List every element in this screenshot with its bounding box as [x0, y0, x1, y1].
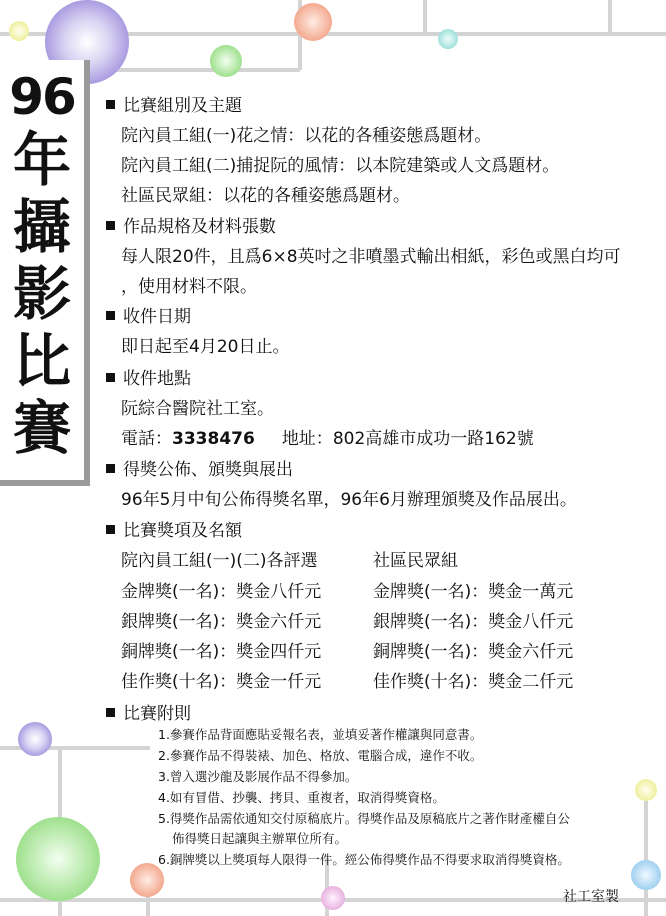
award-row: 金牌獎(一名)：獎金一萬元: [373, 582, 574, 602]
vertical-title: [0, 60, 90, 486]
section-heading-announce: 得獎公佈、頒獎與展出: [106, 455, 293, 480]
date-line: 即日起至4月20日止。: [121, 337, 290, 357]
title-char: 賽: [12, 394, 71, 462]
rule-item: 5.得獎作品需依通知交付原稿底片。得獎作品及原稿底片之著作財產權自公: [158, 811, 570, 826]
square-bullet-icon: [106, 311, 115, 320]
square-bullet-icon: [106, 221, 115, 230]
square-bullet-icon: [106, 464, 115, 473]
spec-line: 每人限20件，且爲6×8英吋之非噴墨式輸出相紙，彩色或黑白均可: [121, 247, 621, 267]
section-heading-category: 比賽組別及主題: [106, 91, 242, 116]
award-row: 銅牌獎(一名)：獎金六仟元: [373, 642, 574, 662]
award-row: 銀牌獎(一名)：獎金八仟元: [373, 612, 574, 632]
announce-line: 96年5月中旬公佈得獎名單，96年6月辦理頒獎及作品展出。: [121, 490, 577, 510]
section-heading-place: 收件地點: [106, 364, 191, 389]
rule-item: 4.如有冒借、抄襲、拷貝、重複者，取消得獎資格。: [158, 790, 445, 805]
title-char: 影: [12, 260, 71, 328]
awards-col2-header: 社區民眾組: [373, 551, 458, 571]
spec-line: ，使用材料不限。: [121, 277, 257, 297]
section-heading-spec: 作品規格及材料張數: [106, 212, 276, 237]
title-char: 比: [12, 327, 71, 395]
title-char: 年: [12, 126, 71, 194]
section-heading-rules: 比賽附則: [106, 699, 191, 724]
category-line: 社區民眾組：以花的各種姿態爲題材。: [121, 186, 410, 206]
phone-number: 3338476: [172, 429, 255, 449]
award-row: 金牌獎(一名)：獎金八仟元: [121, 582, 322, 602]
rule-item: 2.參賽作品不得裝裱、加色、格放、電腦合成，違作不收。: [158, 748, 483, 763]
category-line: 院內員工組(二)捕捉阮的風情：以本院建築或人文爲題材。: [121, 156, 560, 176]
phone-label: 電話：: [121, 429, 172, 449]
award-row: 銀牌獎(一名)：獎金六仟元: [121, 612, 322, 632]
footer-credit: 社工室製: [563, 889, 619, 905]
award-row: 佳作獎(十名)：獎金二仟元: [373, 672, 574, 692]
title-year: 96: [9, 68, 75, 126]
rule-item-continued: 佈得獎日起讓與主辦單位所有。: [172, 831, 348, 846]
rule-item: 1.參賽作品背面應貼妥報名表，並填妥著作權讓與同意書。: [158, 727, 483, 742]
square-bullet-icon: [106, 100, 115, 109]
title-char: 攝: [12, 193, 71, 261]
rule-item: 6.銅牌獎以上獎項每人限得一件。經公佈得獎作品不得要求取消得獎資格。: [158, 852, 570, 867]
address-label: 地址：: [281, 429, 333, 449]
category-line: 院內員工組(一)花之情：以花的各種姿態爲題材。: [121, 126, 492, 146]
square-bullet-icon: [106, 373, 115, 382]
contact-line: [121, 424, 534, 449]
square-bullet-icon: [106, 708, 115, 717]
section-heading-awards: 比賽獎項及名額: [106, 516, 242, 541]
section-heading-date: 收件日期: [106, 302, 191, 327]
awards-col1-header: 院內員工組(一)(二)各評選: [121, 551, 318, 571]
place-line: 阮綜合醫院社工室。: [121, 399, 274, 419]
rule-item: 3.曾入選沙龍及影展作品不得參加。: [158, 769, 358, 784]
address: 802高雄市成功一路162號: [332, 429, 534, 449]
award-row: 佳作獎(十名)：獎金一仟元: [121, 672, 322, 692]
square-bullet-icon: [106, 525, 115, 534]
award-row: 銅牌獎(一名)：獎金四仟元: [121, 642, 322, 662]
